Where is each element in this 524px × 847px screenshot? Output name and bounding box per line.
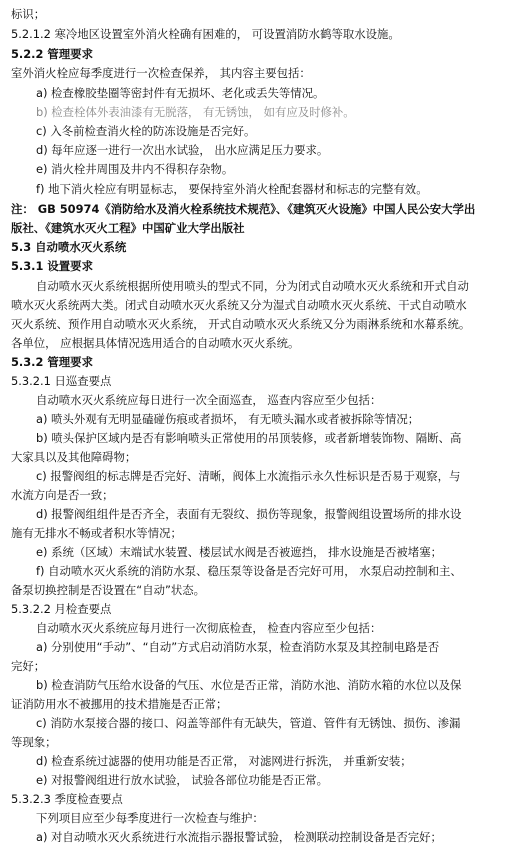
- list-item-a: a) 分别使用“手动”、“自动”方式启动消防水泵，检查消防水泵及其控制电路是否: [36, 640, 440, 654]
- heading-5-3: 5.3 自动喷水灭火系统: [11, 240, 127, 254]
- note-line: 版社、《建筑水灭火工程》中国矿业大学出版社: [11, 221, 245, 235]
- clause-5-3-2-3: 5.3.2.3 季度检查要点: [11, 792, 123, 806]
- text-line: 标识；: [11, 7, 46, 21]
- clause-5-3-2-1: 5.3.2.1 日巡查要点: [11, 374, 112, 388]
- list-item-continuation: 施有无排水不畅或者积水等情况；: [11, 526, 182, 540]
- list-item-a: a) 检查橡胶垫圈等密封件有无损坏、老化或丢失等情况。: [36, 86, 325, 100]
- paragraph-line: 灭火系统、预作用自动喷水灭火系统， 开式自动喷水灭火系统又分为雨淋系统和水幕系统。: [11, 317, 471, 331]
- list-item-f: f) 自动喷水灭火系统的消防水泵、稳压泵等设备是否完好可用， 水泵启动控制和主、: [36, 564, 462, 578]
- list-item-continuation: 完好；: [11, 659, 46, 673]
- paragraph-line: 自动喷水灭火系统根据所使用喷头的型式不同，分为闭式自动喷水灭火系统和开式自动: [36, 279, 469, 293]
- list-item-a: a) 喷头外观有无明显磕碰伤痕或者损坏， 有无喷头漏水或者被拆除等情况；: [36, 412, 420, 426]
- text-line: 自动喷水灭火系统应每月进行一次彻底检查， 检查内容应至少包括：: [36, 621, 382, 635]
- clause-5-3-2-2: 5.3.2.2 月检查要点: [11, 602, 112, 616]
- list-item-d: d) 每年应逐一进行一次出水试验， 出水应满足压力要求。: [36, 143, 329, 157]
- list-item-a: a) 对自动喷水灭火系统进行水流指示器报警试验， 检测联动控制设备是否完好；: [36, 830, 442, 844]
- text-line: 下列项目应至少每季度进行一次检查与维护：: [36, 811, 264, 825]
- paragraph-line: 各单位， 应根据具体情况选用适合的自动喷水灭火系统。: [11, 336, 300, 350]
- list-item-c: c) 报警阀组的标志牌是否完好、清晰，阀体上水流指示永久性标识是否易于观察，与: [36, 469, 461, 483]
- heading-5-2-2: 5.2.2 管理要求: [11, 47, 93, 61]
- list-item-e: e) 消火栓井周围及井内不得积存杂物。: [36, 162, 234, 176]
- list-item-b: b) 检查消防气压给水设备的气压、水位是否正常，消防水池、消防水箱的水位以及保: [36, 678, 462, 692]
- clause-5-2-1-2: 5.2.1.2 寒冷地区设置室外消火栓确有困难的， 可设置消防水鹤等取水设施。: [11, 27, 400, 41]
- list-item-e: e) 对报警阀组进行放水试验， 试验各部位功能是否正常。: [36, 773, 329, 787]
- list-item-b: b) 喷头保护区域内是否有影响喷头正常使用的吊顶装修，或者新增装饰物、隔断、高: [36, 431, 462, 445]
- paragraph-line: 喷水灭火系统两大类。闭式自动喷水灭火系统又分为湿式自动喷水灭火系统、干式自动喷水: [11, 298, 467, 312]
- list-item-e: e) 系统（区域）末端试水装置、楼层试水阀是否被遮挡， 排水设施是否被堵塞；: [36, 545, 442, 559]
- heading-5-3-2: 5.3.2 管理要求: [11, 355, 93, 369]
- list-item-b: b) 检查栓体外表油漆有无脱落， 有无锈蚀， 如有应及时修补。: [36, 105, 355, 119]
- list-item-c: c) 消防水泵接合器的接口、闷盖等部件有无缺失，管道、管件有无锈蚀、损伤、渗漏: [36, 716, 461, 730]
- note-line: 注： GB 50974《消防给水及消火栓系统技术规范》、《建筑灭火设施》中国人民公安大学出: [11, 202, 476, 216]
- list-item-d: d) 报警阀组组件是否齐全，表面有无裂纹、损伤等现象，报警阀组设置场所的排水设: [36, 507, 462, 521]
- list-item-continuation: 证消防用水不被挪用的技术措施是否正常；: [11, 697, 228, 711]
- list-item-continuation: 等现象；: [11, 735, 57, 749]
- list-item-c: c) 入冬前检查消火栓的防冻设施是否完好。: [36, 124, 256, 138]
- text-line: 室外消火栓应每季度进行一次检查保养， 其内容主要包括：: [11, 66, 311, 80]
- text-line: 自动喷水灭火系统应每日进行一次全面巡查， 巡查内容应至少包括：: [36, 393, 382, 407]
- list-item-d: d) 检查系统过滤器的使用功能是否正常， 对滤网进行拆洗， 并重新安装；: [36, 754, 412, 768]
- heading-5-3-1: 5.3.1 设置要求: [11, 259, 93, 273]
- list-item-continuation: 备泵切换控制是否设置在“自动”状态。: [11, 583, 206, 597]
- list-item-continuation: 大家具以及其他障碍物；: [11, 450, 137, 464]
- list-item-continuation: 水流方向是否一致；: [11, 488, 114, 502]
- list-item-f: f) 地下消火栓应有明显标志， 要保持室外消火栓配套器材和标志的完整有效。: [36, 182, 428, 196]
